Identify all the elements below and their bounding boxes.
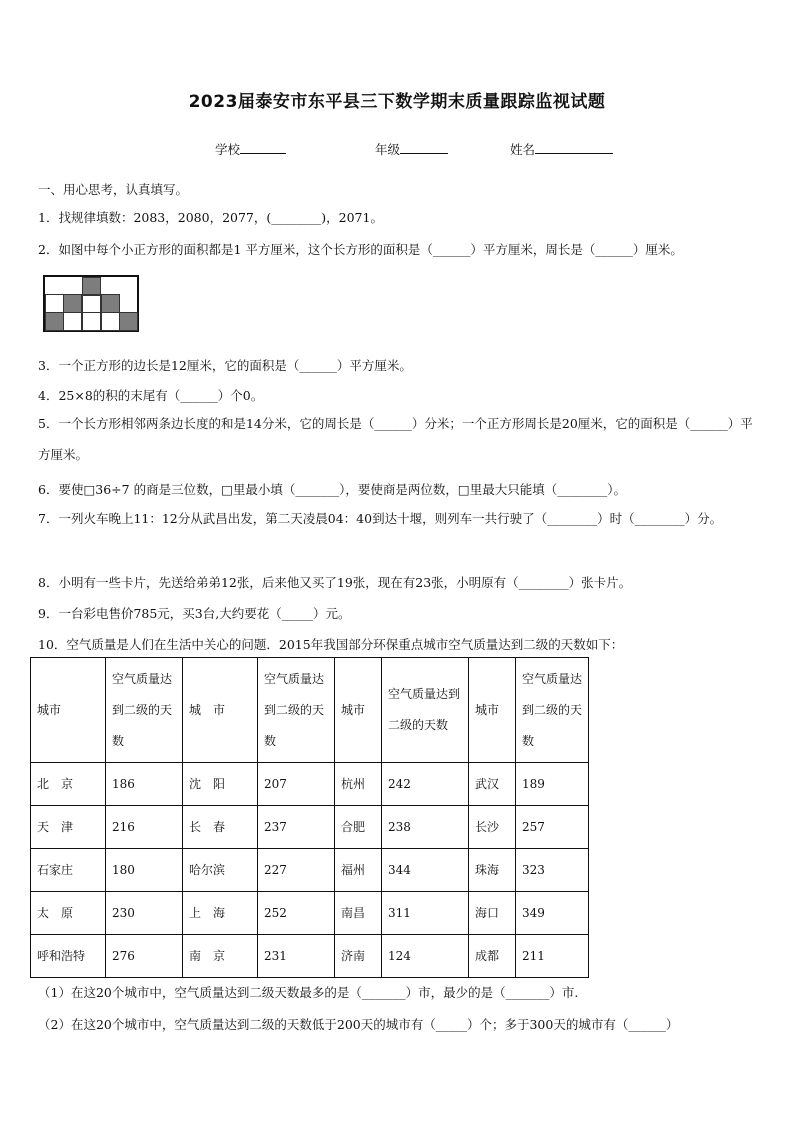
- table-cell: 349: [516, 892, 589, 935]
- air-quality-table: [30, 657, 589, 978]
- table-row: [31, 892, 589, 935]
- table-cell: 济南: [335, 935, 382, 978]
- table-cell: 276: [106, 935, 183, 978]
- grid-cell: [63, 312, 82, 331]
- table-cell: 323: [516, 849, 589, 892]
- grid-cell: [82, 294, 101, 313]
- table-cell: 呼和浩特: [31, 935, 106, 978]
- table-cell: 福州: [335, 849, 382, 892]
- question-7: 7．一列火车晚上11：12分从武昌出发，第二天凌晨04：40到达十堰，则列车一共行驶了（________）时（________）分。: [38, 511, 723, 526]
- grid-cell: [82, 312, 101, 331]
- question-6: 6．要使□36÷7 的商是三位数，□里最小填（_______），要使商是两位数，□里最大只能填（________）。: [38, 482, 626, 497]
- table-cell: 237: [258, 806, 335, 849]
- page-title: 2023届泰安市东平县三下数学期末质量跟踪监视试题: [188, 92, 606, 112]
- section-heading: 一、用心思考，认真填写。: [38, 182, 189, 197]
- table-row: [31, 935, 589, 978]
- table-cell: 207: [258, 763, 335, 806]
- table-cell: 124: [382, 935, 469, 978]
- school-blank: [240, 141, 286, 154]
- header-cell: 城市: [335, 658, 382, 763]
- grid-cell-shaded: [63, 294, 82, 313]
- header-cell: 城市: [469, 658, 516, 763]
- name-blank: [535, 141, 613, 154]
- question-10-part-2: （2）在这20个城市中，空气质量达到二级的天数低于200天的城市有（_____）个；多于300天的城市有（______）: [38, 1017, 679, 1032]
- question-4: 4．25×8的积的末尾有（______）个0。: [38, 388, 264, 403]
- header-cell: 城市: [31, 658, 106, 763]
- table-cell: 合肥: [335, 806, 382, 849]
- table-cell: 311: [382, 892, 469, 935]
- grid-cell: [45, 294, 64, 313]
- question-3: 3．一个正方形的边长是12厘米，它的面积是（______）平方厘米。: [38, 358, 412, 373]
- table-row: [31, 806, 589, 849]
- table-cell: 南 京: [183, 935, 258, 978]
- table-cell: 211: [516, 935, 589, 978]
- grid-cell-shaded: [119, 312, 138, 331]
- table-cell: 252: [258, 892, 335, 935]
- table-cell: 珠海: [469, 849, 516, 892]
- grid-cell-shaded: [45, 312, 64, 331]
- grid-figure: [43, 275, 139, 332]
- grid-cell: [101, 312, 120, 331]
- table-cell: 186: [106, 763, 183, 806]
- grid-cell-shaded: [101, 294, 120, 313]
- question-10-part-1: （1）在这20个城市中，空气质量达到二级天数最多的是（_______）市，最少的是（_______）市.: [38, 985, 579, 1000]
- question-9: 9．一台彩电售价785元，买3台,大约要花（_____）元。: [38, 606, 351, 621]
- header-cell: 城 市: [183, 658, 258, 763]
- table-cell: 344: [382, 849, 469, 892]
- table-cell: 哈尔滨: [183, 849, 258, 892]
- table-cell: 北 京: [31, 763, 106, 806]
- question-1: 1．找规律填数：2083，2080，2077，(________)，2071。: [38, 210, 383, 225]
- table-cell: 长沙: [469, 806, 516, 849]
- table-cell: 180: [106, 849, 183, 892]
- table-cell: 南昌: [335, 892, 382, 935]
- table-cell: 189: [516, 763, 589, 806]
- name-field: [510, 140, 613, 158]
- table-cell: 216: [106, 806, 183, 849]
- question-5: 5．一个长方形相邻两条边长度的和是14分米，它的周长是（______）分米；一个正方形周长是20厘米，它的面积是（______）平方厘米。: [38, 416, 753, 462]
- grade-field: [375, 140, 448, 158]
- table-row: [31, 763, 589, 806]
- table-header-row: [31, 658, 589, 763]
- table-row: [31, 849, 589, 892]
- table-cell: 227: [258, 849, 335, 892]
- school-label: 学校: [215, 142, 241, 157]
- table-cell: 天 津: [31, 806, 106, 849]
- header-cell: 空气质量达到二级的天数: [382, 658, 469, 763]
- table-cell: 上 海: [183, 892, 258, 935]
- question-8: 8．小明有一些卡片，先送给弟弟12张，后来他又买了19张，现在有23张，小明原有（________）张卡片。: [38, 575, 632, 590]
- table-cell: 257: [516, 806, 589, 849]
- question-10: 10．空气质量是人们在生活中关心的问题．2015年我国部分环保重点城市空气质量达到二级的天数如下：: [38, 637, 624, 652]
- header-cell: 空气质量达到二级的天数: [258, 658, 335, 763]
- table-cell: 231: [258, 935, 335, 978]
- table-cell: 沈 阳: [183, 763, 258, 806]
- question-2: 2．如图中每个小正方形的面积都是1 平方厘米，这个长方形的面积是（______）平方厘米，周长是（______）厘米。: [38, 242, 683, 257]
- table-cell: 石家庄: [31, 849, 106, 892]
- table-cell: 杭州: [335, 763, 382, 806]
- name-label: 姓名: [510, 142, 536, 157]
- header-cell: 空气质量达到二级的天数: [516, 658, 589, 763]
- table-cell: 238: [382, 806, 469, 849]
- grade-label: 年级: [375, 142, 401, 157]
- table-cell: 太 原: [31, 892, 106, 935]
- table-cell: 武汉: [469, 763, 516, 806]
- school-field: [215, 140, 286, 158]
- table-cell: 230: [106, 892, 183, 935]
- table-cell: 海口: [469, 892, 516, 935]
- table-cell: 长 春: [183, 806, 258, 849]
- table-cell: 242: [382, 763, 469, 806]
- grade-blank: [400, 141, 448, 154]
- header-cell: 空气质量达到二级的天数: [106, 658, 183, 763]
- table-cell: 成都: [469, 935, 516, 978]
